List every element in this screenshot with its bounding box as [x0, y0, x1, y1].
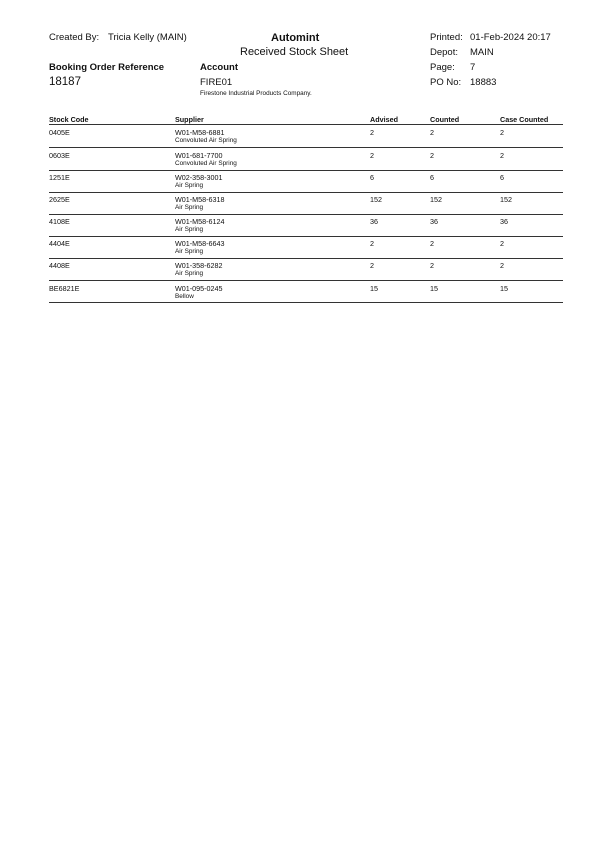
page-value: 7 — [470, 62, 476, 73]
col-header-stock-code: Stock Code — [49, 115, 89, 124]
supplier-code-cell: W01-681-7700 — [175, 151, 223, 160]
col-header-supplier: Supplier — [175, 115, 204, 124]
account-label: Account — [200, 62, 238, 73]
advised-cell: 2 — [370, 151, 374, 160]
stock-code-cell: 0603E — [49, 151, 70, 160]
row-rule — [49, 170, 563, 171]
case-counted-cell: 2 — [500, 239, 504, 248]
counted-cell: 6 — [430, 173, 434, 182]
supplier-code-cell: W01-095-0245 — [175, 284, 223, 293]
created-by-value: Tricia Kelly (MAIN) — [108, 32, 187, 43]
supplier-code-cell: W01-M58-6881 — [175, 128, 225, 137]
case-counted-cell: 152 — [500, 195, 512, 204]
advised-cell: 15 — [370, 284, 378, 293]
item-description: Air Spring — [175, 270, 204, 277]
page-label: Page: — [430, 62, 455, 73]
counted-cell: 2 — [430, 261, 434, 270]
sheet-title: Received Stock Sheet — [240, 46, 349, 58]
counted-cell: 2 — [430, 151, 434, 160]
counted-cell: 15 — [430, 284, 438, 293]
booking-ref-label: Booking Order Reference — [49, 62, 165, 73]
stock-code-cell: BE6821E — [49, 284, 80, 293]
counted-cell: 2 — [430, 239, 434, 248]
header-rule — [49, 124, 563, 125]
supplier-code-cell: W02-358-3001 — [175, 173, 223, 182]
advised-cell: 2 — [370, 261, 374, 270]
stock-code-cell: 2625E — [49, 195, 70, 204]
col-header-counted: Counted — [430, 115, 460, 124]
company-name: Automint — [271, 32, 320, 44]
account-name: Firestone Industrial Products Company. — [200, 90, 312, 97]
case-counted-cell: 2 — [500, 261, 504, 270]
item-description: Convoluted Air Spring — [175, 160, 237, 167]
stock-code-cell: 4404E — [49, 239, 70, 248]
created-by-label: Created By: — [49, 32, 100, 43]
supplier-code-cell: W01-358-6282 — [175, 261, 223, 270]
stock-code-cell: 4108E — [49, 217, 70, 226]
item-description: Air Spring — [175, 204, 204, 211]
printed-value: 01-Feb-2024 20:17 — [470, 32, 551, 43]
counted-cell: 36 — [430, 217, 438, 226]
case-counted-cell: 2 — [500, 151, 504, 160]
advised-cell: 2 — [370, 128, 374, 137]
stock-code-cell: 4408E — [49, 261, 70, 270]
case-counted-cell: 36 — [500, 217, 508, 226]
stock-code-cell: 0405E — [49, 128, 70, 137]
item-description: Air Spring — [175, 182, 204, 189]
supplier-code-cell: W01-M58-6124 — [175, 217, 225, 226]
row-rule — [49, 214, 563, 215]
printed-label: Printed: — [430, 32, 463, 43]
counted-cell: 152 — [430, 195, 442, 204]
depot-value: MAIN — [470, 47, 494, 58]
item-description: Air Spring — [175, 248, 204, 255]
po-label: PO No: — [430, 77, 462, 88]
account-value: FIRE01 — [200, 77, 233, 88]
depot-label: Depot: — [430, 47, 458, 58]
advised-cell: 36 — [370, 217, 378, 226]
advised-cell: 6 — [370, 173, 374, 182]
advised-cell: 152 — [370, 195, 382, 204]
item-description: Convoluted Air Spring — [175, 137, 237, 144]
row-rule — [49, 236, 563, 237]
item-description: Bellow — [175, 293, 194, 300]
row-rule — [49, 258, 563, 259]
stock-code-cell: 1251E — [49, 173, 70, 182]
row-rule — [49, 280, 563, 281]
po-value: 18883 — [470, 77, 497, 88]
case-counted-cell: 2 — [500, 128, 504, 137]
case-counted-cell: 15 — [500, 284, 508, 293]
item-description: Air Spring — [175, 226, 204, 233]
row-rule — [49, 192, 563, 193]
row-rule — [49, 147, 563, 148]
col-header-case-counted: Case Counted — [500, 115, 549, 124]
supplier-code-cell: W01-M58-6643 — [175, 239, 225, 248]
booking-ref-value: 18187 — [49, 76, 81, 88]
supplier-code-cell: W01-M58-6318 — [175, 195, 225, 204]
row-rule — [49, 302, 563, 303]
advised-cell: 2 — [370, 239, 374, 248]
case-counted-cell: 6 — [500, 173, 504, 182]
col-header-advised: Advised — [370, 115, 398, 124]
counted-cell: 2 — [430, 128, 434, 137]
